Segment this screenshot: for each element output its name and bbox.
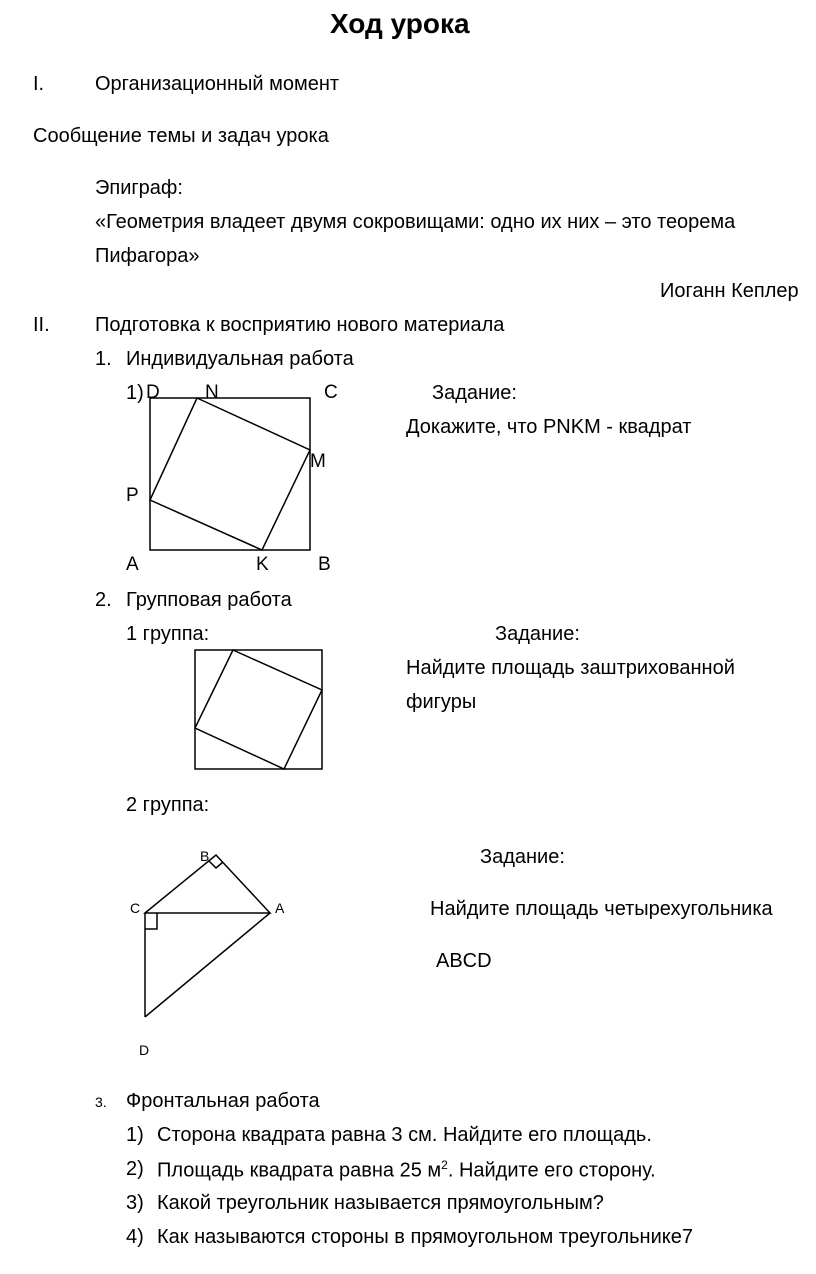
point-label-b: B: [318, 554, 331, 575]
item-3-number: 3.: [95, 1094, 107, 1110]
question-2-text: [157, 1159, 656, 1181]
point-label-n: N: [205, 382, 219, 403]
group-2-task-line-1: Найдите площадь четырехугольника: [430, 898, 773, 920]
point-label-m: M: [310, 451, 326, 472]
epigraph-line-1: «Геометрия владеет двумя сокровищами: одно их них – это теорема: [95, 211, 736, 233]
question-4-text: Как называются стороны в прямоугольном треугольнике7: [157, 1226, 693, 1248]
item-2-number: 2.: [95, 589, 112, 611]
point-label-p: P: [126, 485, 139, 506]
question-2-tail: . Найдите его сторону.: [447, 1159, 656, 1182]
side-ad: [145, 913, 270, 1017]
item-3-title: Фронтальная работа: [126, 1090, 320, 1112]
question-2-superscript: 2: [441, 1158, 448, 1172]
epigraph-line-2: Пифагора»: [95, 245, 200, 267]
point-label-c-2: C: [130, 900, 141, 916]
question-2-number: 2): [126, 1158, 144, 1180]
group-2-label: 2 группа:: [126, 794, 210, 816]
question-3-number: 3): [126, 1192, 144, 1214]
point-label-c: C: [324, 382, 338, 403]
lesson-topic: Сообщение темы и задач урока: [33, 125, 329, 147]
question-3-text: Какой треугольник называется прямоугольным?: [157, 1192, 604, 1214]
question-1-number: 1): [126, 1124, 144, 1146]
item-1-sub-number: 1): [126, 382, 144, 404]
right-angle-mark-c: [145, 913, 157, 929]
point-label-a-2: A: [275, 900, 285, 916]
item-1-task-label: Задание:: [432, 382, 517, 404]
point-label-k: K: [256, 554, 269, 575]
item-1-title: Индивидуальная работа: [126, 348, 354, 370]
section-1-title: Организационный момент: [95, 73, 340, 95]
group-1-task-line-2: фигуры: [406, 691, 477, 713]
item-1-number: 1.: [95, 348, 112, 370]
group-2-task-line-2: ABCD: [436, 950, 492, 972]
point-label-d-2: D: [139, 1042, 150, 1058]
question-4-number: 4): [126, 1226, 144, 1248]
right-angle-mark-b: [209, 861, 223, 868]
section-2-title: Подготовка к восприятию нового материала: [95, 314, 505, 336]
item-1-task: Докажите, что PNKM - квадрат: [406, 416, 692, 438]
point-label-a: A: [126, 554, 139, 575]
point-label-d: D: [146, 382, 160, 403]
question-2-main: Площадь квадрата равна 25 м: [157, 1159, 442, 1182]
group-1-task-line-1: Найдите площадь заштрихованной: [406, 657, 735, 679]
section-2-number: II.: [33, 314, 50, 336]
section-1-number: I.: [33, 73, 45, 95]
epigraph-author: Иоганн Кеплер: [660, 280, 799, 302]
group-1-label: 1 группа:: [126, 623, 210, 645]
page-title: Ход урока: [330, 8, 470, 39]
group-2-task-label: Задание:: [480, 846, 565, 868]
group-1-task-label: Задание:: [495, 623, 580, 645]
point-label-b-2: B: [200, 848, 210, 864]
question-1-text: Сторона квадрата равна 3 см. Найдите его площадь.: [157, 1124, 652, 1146]
item-2-title: Групповая работа: [126, 589, 292, 611]
epigraph-label: Эпиграф:: [95, 177, 183, 199]
